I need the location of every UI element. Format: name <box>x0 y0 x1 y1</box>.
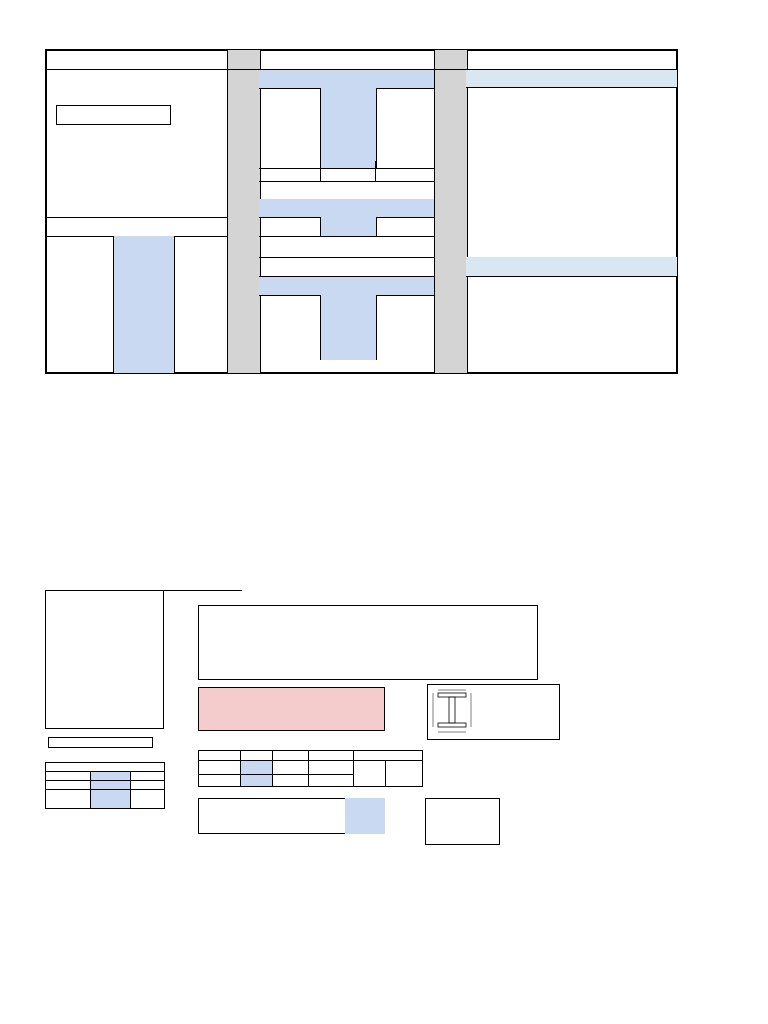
stress-header-bg <box>466 70 677 87</box>
fy-table <box>198 687 385 731</box>
forces-input-column <box>113 236 175 373</box>
section-diagram <box>427 684 560 740</box>
c-input-column <box>320 295 377 360</box>
compression-input-column <box>320 88 377 168</box>
geo-table <box>198 605 538 680</box>
gray-separator-1 <box>227 50 261 373</box>
plate-props-table <box>45 590 164 729</box>
llt-input <box>320 217 377 236</box>
cap-header-bg <box>466 257 677 276</box>
i-beam-diagram <box>428 685 559 739</box>
combined-header-bg <box>259 277 434 295</box>
gray-separator-2 <box>434 50 468 373</box>
class-legend <box>425 798 500 845</box>
bending-header-bg <box>259 199 434 217</box>
section-name-box <box>56 105 171 125</box>
calc-sheet <box>45 590 565 850</box>
compression-header-bg <box>259 70 434 88</box>
design-summary-sheet <box>45 49 678 374</box>
small-section-name-box <box>48 737 153 748</box>
classification-table <box>198 750 423 787</box>
